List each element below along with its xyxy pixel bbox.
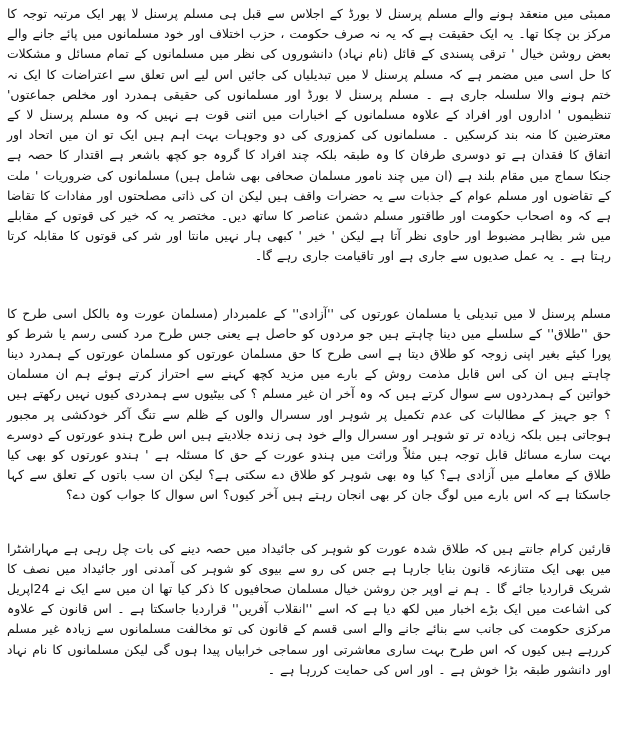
paragraph-spacer — [7, 267, 611, 304]
article-paragraph-3: قارئین کرام جانتے ہیں کہ طلاق شدہ عورت کو شوہر کی جائیداد میں حصہ دینے کی بات چل رہی ہے مہاراشٹرا میں بھی ایک متنازعہ قانون بنایا جارہا ہے جس کی رو سے بیوی کو شوہر کی آمدنی اور جائیداد میں نصف کا شریک قراردیا جائے گا ۔ ہم نے اوپر جن روشن خیال مسلمان صحافیوں کا ذکر کیا تھا ان میں سے ایک نے 24اپریل کی اشاعت میں ایک بڑے اخبار میں لکھ دیا ہے کہ اسے ''انقلاب آفریں'' قراردیا جاسکتا ہے ۔ اس قانون کے علاوہ مرکزی حکومت کی جانب سے بنائے جانے والے اسی قسم کے قانون کی تو مخالفت مسلمانوں سے زیادہ غیر مسلم کررہے ہیں کیوں کہ اس طرح بہت ساری معاشرتی اور سماجی خرابیاں پیدا ہوں گی لیکن مسلمانوں کا نام نہاد اور دانشور طبقہ بڑا خوش ہے ۔ اور اس کی حمایت کررہا ہے ۔ — [7, 540, 611, 677]
article-paragraph-1: ممبئی میں منعقد ہونے والے مسلم پرسنل لا بورڈ کے اجلاس سے قبل ہی مسلم پرسنل لا پھر ایک مرتبہ توجہ کا مرکز بن چکا تھا۔ یہ ایک حقیقت ہے کہ یہ نہ صرف حکومت ، حزب اختلاف اور خود مسلمانوں میں پائے جانے والے بعض روشن خیال ' ترقی پسندی کے قائل (نام نہاد) دانشوروں کی نظر میں مسلمانوں کے تمام مسائل و مشکلات کا حل اسی میں مضمر ہے کہ مسلم پرسنل لا میں تبدیلیاں کی جائیں اس لیے اس تعلق سے اعتراضات کا ایک نہ ختم ہونے والا سلسلہ جاری ہے ۔ مسلم پرسنل لا بورڈ اور مسلمانوں کی حقیقی ہمدرد اور مخلص جماعتوں' تنظیموں ' اداروں اور افراد کے علاوہ مسلمانوں کے اخبارات میں اتنی قوت ہے نہیں کہ وہ مسلم پرسنل لا کے معترضین کا منہ بند کرسکیں ۔ مسلمانوں کی کمزوری کی دو وجوہات بہت اہم ہیں ایک تو ان میں اتحاد اور اتفاق کا فقدان ہے تو دوسری طرفان کا وہ طبقہ بلکہ چند افراد کا گروہ جو کچھ باشعر ہے اقتدار کا حصہ ہے جنکا سماج میں مقام بلند ہے (ان میں چند نامور مسلمان صحافی بھی شامل ہیں) مسلمانوں کی ضروریات ' ملت کے تقاضوں اور مسلم عوام کے جذبات سے یہ حضرات واقف ہیں لیکن ان کی ذاتی مصلحتوں اور مفادات کا تقاضا ہے کہ وہ اصحاب حکومت اور طاقتور مسلم دشمن عناصر کا ساتھ دیں۔ مختصر یہ کہ خیر کی قوتوں کے مقابلے میں شر بظاہر مضبوط اور حاوی نظر آتا ہے لیکن ' خیر ' کبھی ہار نہیں مانتا اور شر کی قوتوں کا مقابلہ کرتا رہتا ہے ۔ یہ عمل صدیوں سے جاری ہے اور تاقیامت جاری رہے گا۔ — [7, 6, 611, 264]
article-paragraph-2: مسلم پرسنل لا میں تبدیلی یا مسلمان عورتوں کی ''آزادی'' کے علمبردار (مسلمان عورت وہ بالکل اسی طرح کا حق ''طلاق'' کے سلسلے میں دینا چاہتے ہیں جو مردوں کو حاصل ہے یعنی جس طرح مرد کسی رسم یا شرط کو پورا کیئے بغیر اپنی زوجہ کو طلاق دیتا ہے اسی طرح کا حق مسلمان عورتوں کو مسلمان عورتوں کے ہمدرد دینا چاہتے ہیں ان کی اس قابل مذمت روش کے بارے میں مزید کچھ کہنے سے احتراز کرتے ہوئے ہم ان مسلمان خواتین کے ہمدردوں سے سوال کرتے ہیں کہ وہ آخر ان غیر مسلم ؟ کی بیٹیوں سے ہمدردی کیوں نہیں رکھتے ہیں ؟ جو جہیز کے مطالبات کی عدم تکمیل پر شوہر اور سسرال والوں کے ظلم سے تنگ آکر خودکشی پر مجبور ہوجاتی ہیں بلکہ زیادہ تر تو شوہر اور سسرال والے خود ہی زندہ جلادیتے ہیں اس طرح ہندو عورتوں کے دوسرے بہت سارے مسائل قابل توجہ ہیں مثلاً وراثت میں ہندو عورت کے حق کا مسئلہ ہے ' ہندو عورتوں کو بھی کیا طلاق کے معاملے میں آزادی ہے؟ کیا وہ بھی شوہر کو طلاق دے سکتی ہے؟ لیکن ان سب باتوں کے تعلق سے کہا جاسکتا ہے کہ اس بارے میں لوگ جان کر بھی انجان رہتے ہیں آخر کیوں؟ اس سوال کا جواب کون دے؟ — [6, 305, 611, 503]
paragraph-spacer — [7, 506, 611, 539]
